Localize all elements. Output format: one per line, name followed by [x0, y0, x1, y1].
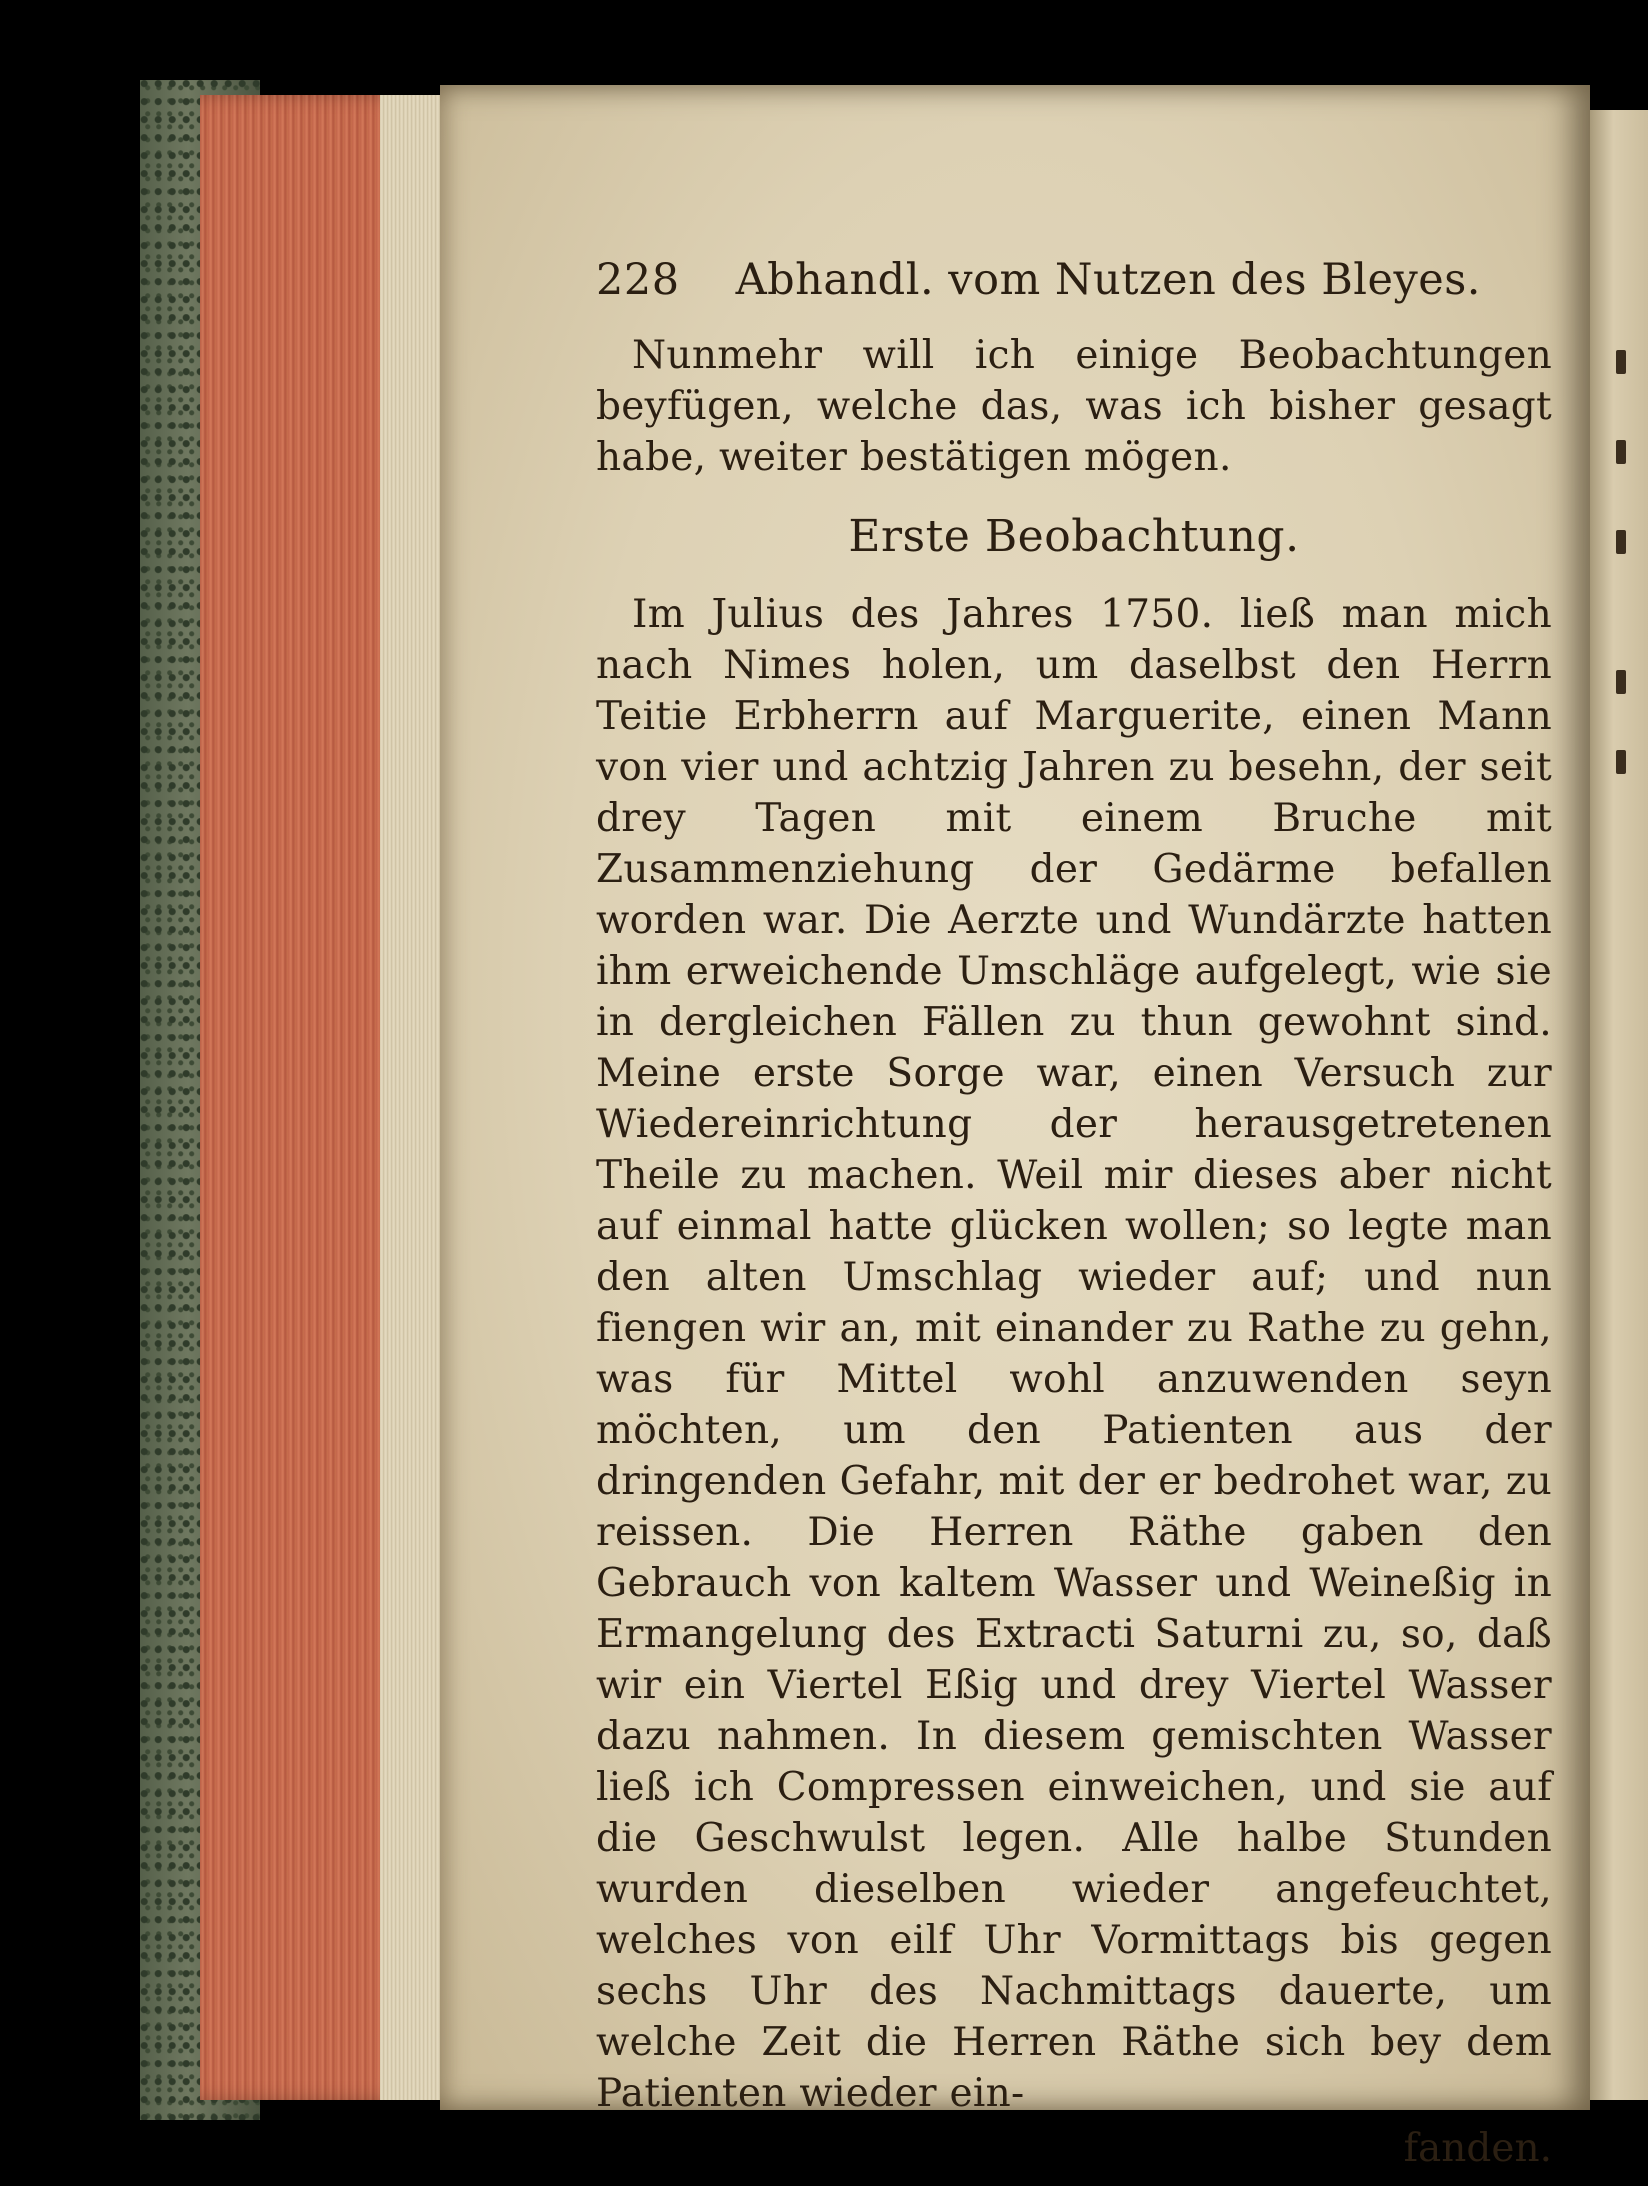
page-edges — [200, 95, 405, 2100]
page-header — [596, 250, 1552, 310]
next-page-text-fragment — [1616, 350, 1626, 374]
page-text — [596, 250, 1552, 2174]
next-page-text-fragment — [1616, 750, 1626, 774]
next-page-edge — [1590, 110, 1648, 2100]
section-heading: Erste Beobachtung. — [848, 511, 1300, 562]
running-head: Abhandl. vom Nutzen des Bleyes. — [735, 255, 1481, 305]
intro-paragraph: Nunmehr will ich einige Beobachtungen beyfügen, welche das, was ich bisher gesagt habe, weiter bestätigen mögen. — [596, 333, 1552, 480]
page-number: 228 — [596, 255, 680, 305]
next-page-text-fragment — [1616, 670, 1626, 694]
catchword: fanden. — [1403, 2126, 1552, 2171]
next-page-text-fragment — [1616, 530, 1626, 554]
next-page-text-fragment — [1616, 440, 1626, 464]
body-paragraph: Im Julius des Jahres 1750. ließ man mich nach Nimes holen, um daselbst den Herrn Teitie Erbherrn auf Marguerite, einen Mann von vier und achtzig Jahren zu besehn, der seit drey Tagen mit einem Bruche mit Zusammenziehung der Gedärme befallen worden war. Die Aerzte und Wundärzte hatten ihm erweichende Umschläge aufgelegt, wie sie in dergleichen Fällen zu thun gewohnt sind. Meine erste Sorge war, einen Versuch zur Wiedereinrichtung der herausgetretenen Theile zu machen. Weil mir dieses aber nicht auf einmal hatte glücken wollen; so legte man den alten Umschlag wieder auf; und nun fiengen wir an, mit einander zu Rathe zu gehn, was für Mittel wohl anzuwenden seyn möchten, um den Patienten aus der dringenden Gefahr, mit der er bedrohet war, zu reissen. Die Herren Räthe gaben den Gebrauch von kaltem Wasser und Weineßig in Ermangelung des Extracti Saturni zu, so, daß wir ein Viertel Eßig und drey Viertel Wasser dazu nahmen. In diesem gemischten Wasser ließ ich Compressen einweichen, und sie auf die Geschwulst legen. Alle halbe Stunden wurden dieselben wieder angefeuchtet, welches von eilf Uhr Vormittags bis gegen sechs Uhr des Nachmittags dauerte, um welche Zeit die Herren Räthe sich bey dem Patienten wieder ein- — [596, 592, 1552, 2116]
